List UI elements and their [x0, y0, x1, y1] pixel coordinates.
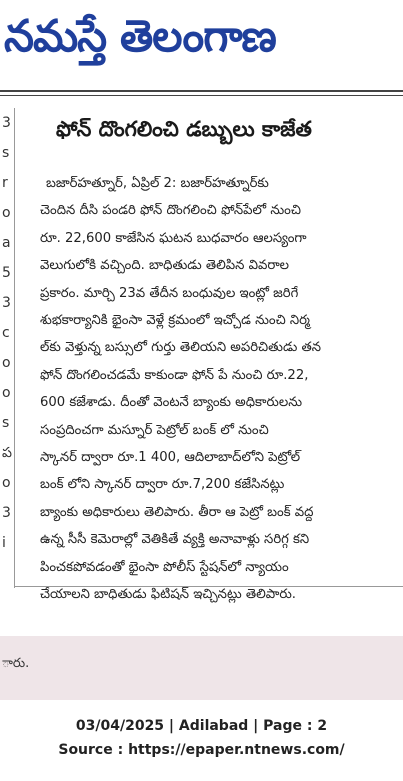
edition-info: 03/04/2025 | Adilabad | Page : 2 [75, 718, 328, 734]
article-line: ల్‌కు వెళ్తున్న బస్సులో గుర్తు తెలియని అపరిచితుడు తన [40, 340, 321, 356]
article-line: బ్యాంకు అధికారులు తెలిపారు. తీరా ఆ పెట్రో బంక్ వద్ద [40, 504, 314, 520]
article-line: ప్రకారం. మార్చి 23వ తేదీన బంధువుల ఇంట్లో జరిగే [40, 285, 299, 301]
source-link[interactable]: Source : https://epaper.ntnews.com/ [58, 742, 345, 758]
column-fragment: o [2, 475, 11, 491]
column-fragment: 3 [2, 295, 11, 311]
article-line: 600 కజేశాడు. దీంతో వెంటనే బ్యాంకు అధికారులను [40, 395, 303, 411]
article-line: శుభకార్యానికి భైంసా వెళ్లే క్రమంలో ఇచ్చోడ నుంచి నిర్మ [40, 313, 310, 329]
masthead [0, 0, 403, 92]
column-fragment: o [2, 385, 11, 401]
band-text: ారు. [2, 656, 30, 671]
article-line: స్కానర్ ద్వారా రూ.1 400, ఆదిలాబాద్‌లోని పెట్రోల్ [40, 450, 301, 466]
masthead-rule [0, 90, 403, 92]
next-article-band [0, 636, 403, 700]
article-body [40, 170, 403, 609]
column-fragment: a [2, 235, 11, 251]
column-fragment: 3 [2, 505, 11, 521]
article-headline: ఫోన్ దొంగలించి డబ్బులు కాజేత [56, 117, 312, 141]
masthead-rule-thin [0, 95, 403, 96]
newspaper-logo: నమస్తే తెలంగాణ [4, 11, 276, 62]
adjacent-column-fragment [0, 108, 15, 588]
column-fragment: 3 [2, 115, 11, 131]
column-fragment: o [2, 355, 11, 371]
column-fragment: r [2, 175, 8, 191]
article-line: ఉన్న సీసీ కెమెరాల్లో వెతికితే వ్యక్తి అనావాళ్లు సరిగ్గ కని [40, 532, 310, 548]
article-line: సంప్రదించగా మస్నూర్ పెట్రోల్ బంక్ లో నుంచి [40, 422, 269, 438]
article-line: బజార్‌హత్నూర్, ఏప్రిల్ 2: బజార్‌హత్నూర్‌కు [46, 176, 269, 191]
column-fragment: o [2, 205, 11, 221]
article-line: రూ. 22,600 కాజేసిన ఘటన బుధవారం ఆలస్యంగా [40, 230, 307, 246]
column-fragment: 5 [2, 265, 11, 281]
column-fragment: s [2, 145, 10, 161]
article-line: చెందిన దీసి పండరి ఫోన్ దొంగలించి ఫోన్‌పేలో నుంచి [40, 203, 301, 219]
article-line: ఫోన్ దొంగలించడమే కాకుండా ఫోన్ పే నుంచి రూ.22, [40, 367, 309, 383]
column-fragment: c [2, 325, 10, 341]
column-fragment: ప [2, 445, 12, 461]
article-line: చేయాలని బాధితుడు ఫిటిషన్ ఇచ్చినట్లు తెలిపారు. [40, 587, 296, 603]
article-line: వెలుగులోకి వచ్చింది. బాధితుడు తెలిపిన వివరాల [40, 258, 290, 274]
article-bottom-rule [14, 586, 403, 587]
article-line: బంక్ లోని స్కానర్ ద్వారా రూ.7,200 కజేసినట్లు [40, 477, 285, 493]
column-fragment: s [2, 415, 10, 431]
column-fragment: i [2, 535, 6, 551]
article-line: పించకపోవడంతో భైంసా పోలీస్ స్టేషన్‌లో న్యాయం [40, 559, 289, 575]
